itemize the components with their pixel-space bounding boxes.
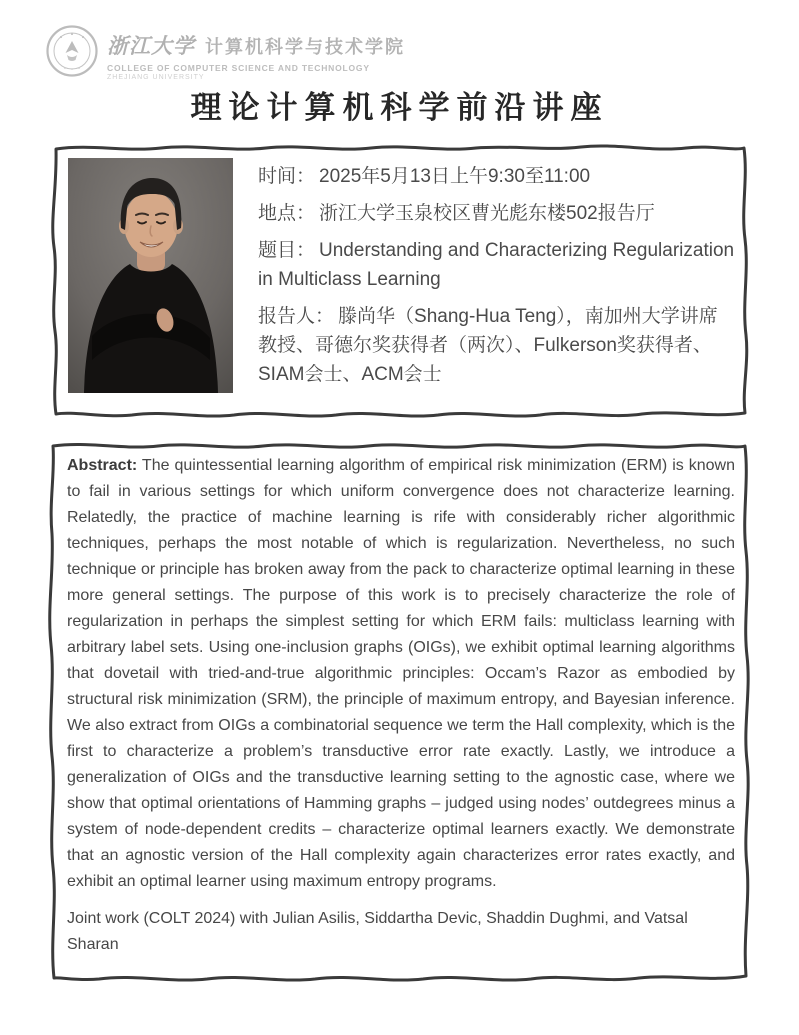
joint-work-paragraph: Joint work (COLT 2024) with Julian Asilis, Siddartha Devic, Shaddin Dughmi, and Vatsal Sharan: [67, 910, 688, 953]
page-title: 理论计算机科学前沿讲座: [190, 90, 609, 125]
abstract-content: [67, 453, 735, 958]
college-name-en: COLLEGE OF COMPUTER SCIENCE AND TECHNOLOGY: [107, 63, 370, 73]
event-info-box: [46, 139, 753, 423]
speaker-label: 报告人：: [258, 306, 335, 327]
time-value: 2025年5月13日上午9:30至11:00: [319, 166, 591, 187]
time-label: 时间：: [258, 166, 316, 187]
college-name-cn: 计算机科学与技术学院: [205, 37, 405, 57]
university-name-en: ZHEJIANG UNIVERSITY: [107, 74, 205, 81]
event-details: [258, 162, 736, 397]
abstract-paragraph: [67, 453, 735, 895]
header: [45, 24, 405, 81]
zju-seal-logo: [45, 24, 99, 78]
abstract-body: The quintessential learning algorithm of empirical risk minimization (ERM) is known to fail in various settings for which uniform convergence does not characterize learning. Relatedly, the practice of machine learning is rife with considerably richer algorithmic techniques, perhaps the most notable of which is regularization. Nevertheless, no such technique or principle has broken away from the pack to characterize optimal learning in these more general settings. The purpose of this work is to precisely characterize the role of regularization in perhaps the simplest setting for which ERM fails: multiclass learning with arbitrary label sets. Using one-inclusion graphs (OIGs), we exhibit optimal learning algorithms that dovetail with tried-and-true algorithmic principles: Occam’s Razor as embodied by structural risk minimization (SRM), the principle of maximum entropy, and Bayesian inference. We also extract from OIGs a combinatorial sequence we term the Hall complexity, which is the first to characterize a problem’s transductive error rate exactly. Lastly, we introduce a generalization of OIGs and the transductive learning setting to the agnostic case, where we show that optimal orientations of Hamming graphs – judged using nodes’ outdegrees minus a system of node-dependent credits – characterize optimal learners exactly. We demonstrate that an agnostic version of the Hall complexity again characterizes error rates exactly, and exhibit an optimal learner using maximum entropy programs.: [67, 457, 735, 890]
logo-text: [107, 24, 405, 81]
event-speaker: [258, 302, 736, 389]
event-topic: [258, 236, 736, 294]
abstract-box: [43, 436, 757, 988]
speaker-photo: [68, 158, 233, 393]
speaker-value: 滕尚华（Shang-Hua Teng），南加州大学讲席教授、哥德尔奖获得者（两次）、Fulkerson奖获得者、SIAM会士、ACM会士: [258, 306, 718, 385]
university-name-cn: 浙江大学: [107, 35, 195, 58]
event-location: [258, 199, 736, 228]
event-time: [258, 162, 736, 191]
abstract-label: Abstract:: [67, 457, 138, 474]
location-label: 地点：: [258, 203, 316, 224]
topic-value: Understanding and Characterizing Regularization in Multiclass Learning: [258, 240, 735, 290]
location-value: 浙江大学玉泉校区曹光彪东楼502报告厅: [319, 203, 655, 224]
topic-label: 题目：: [258, 240, 316, 261]
